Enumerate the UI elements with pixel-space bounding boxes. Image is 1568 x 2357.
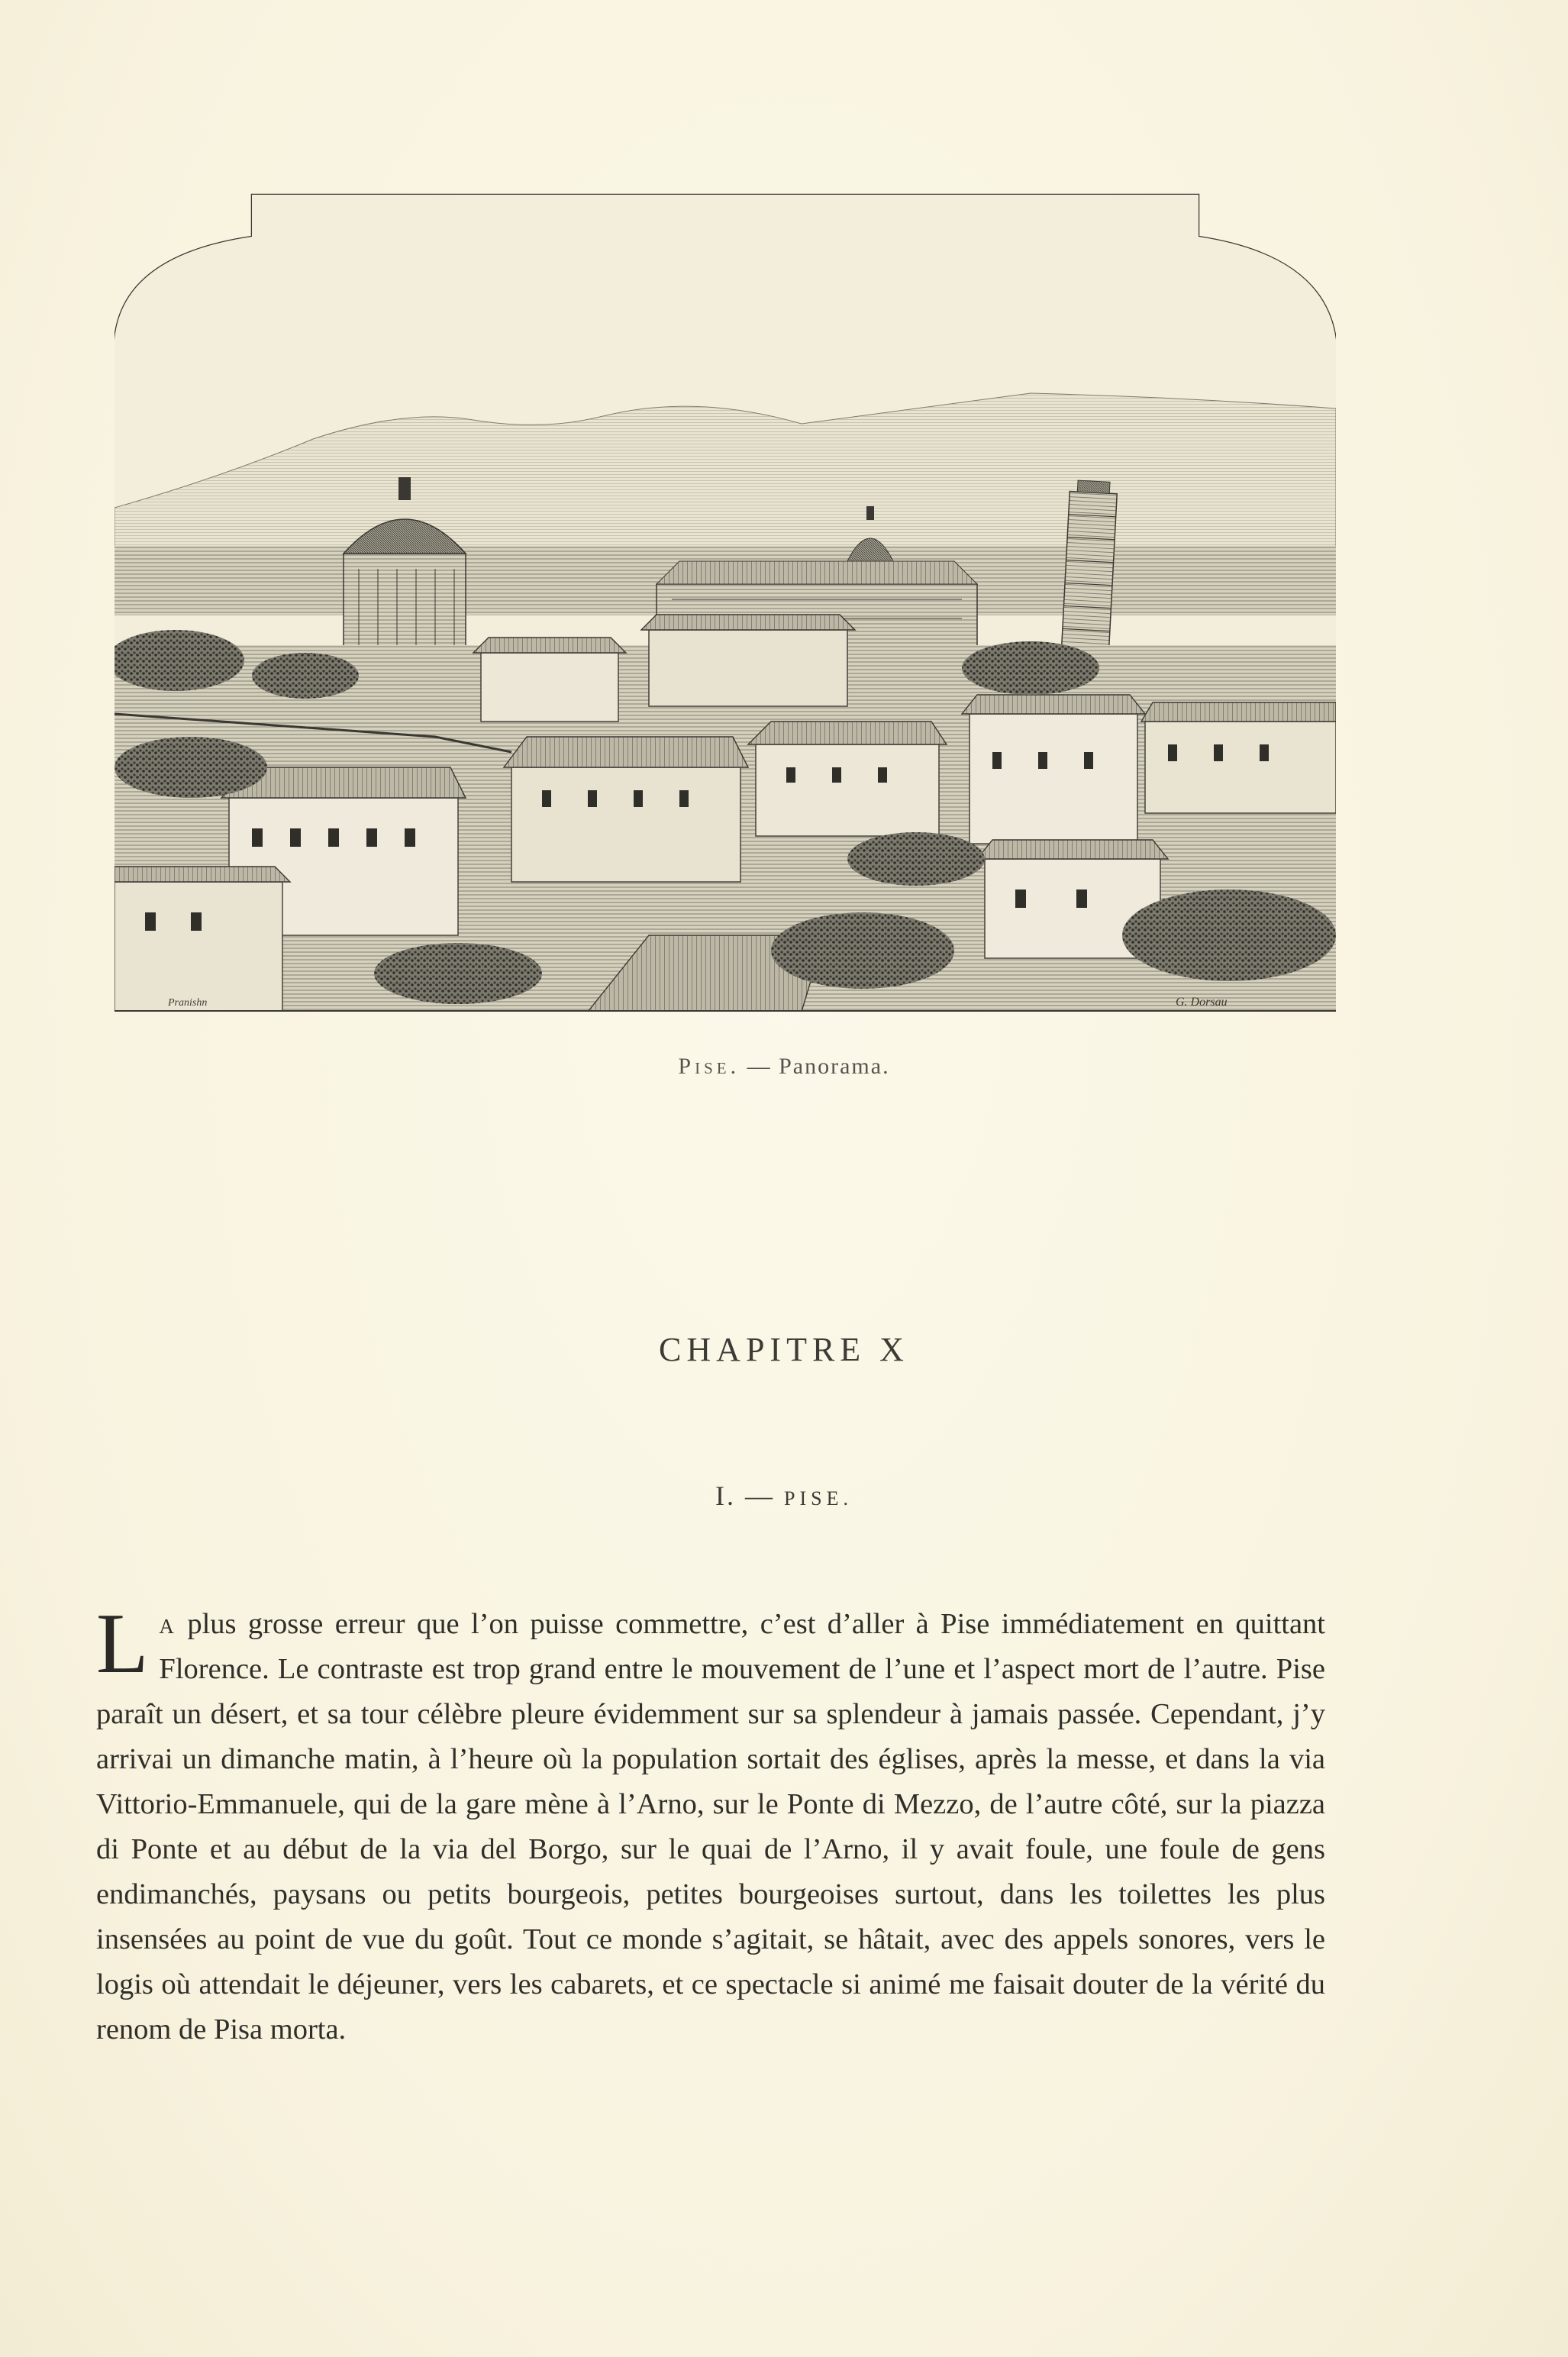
caption-title: Panorama.: [779, 1054, 890, 1079]
section-title: PISE.: [784, 1487, 853, 1509]
engraver-signature-right: G. Dorsau: [1176, 996, 1228, 1009]
caption-place: Pise.: [678, 1054, 740, 1079]
section-number: I.: [715, 1480, 737, 1511]
section-heading: [0, 1480, 1568, 1512]
panorama-engraving: [115, 187, 1336, 1012]
leaning-tower: [1061, 480, 1118, 662]
section-dash: —: [736, 1480, 785, 1511]
first-word-rest: a: [159, 1608, 176, 1640]
drop-cap: L: [96, 1597, 149, 1691]
paragraph-text: plus grosse erreur que l’on puisse commettre, c’est d’aller à Pise immédiatement en quittant Florence. Le contraste est trop grand entre le mouvement de l’une et l’aspect mort de l’autre. Pise paraît un désert, et sa tour célèbre pleure évidemment sur sa splendeur à jamais passée. Cependant, j’y arrivai un dimanche matin, à l’heure où la population sortait des églises, après la messe, et dans la via Vittorio-Emmanuele, qui de la gare mène à l’Arno, sur le Ponte di Mezzo, de l’autre côté, sur la piazza di Ponte et au début de la via del Borgo, sur le quai de l’Arno, il y avait foule, une foule de gens endimanchés, paysans ou petits bourgeois, petites bourgeoises surtout, dans les toilettes les plus insensées au point de vue du goût. Tout ce monde s’agitait, se hâtait, avec des appels sonores, vers le logis où attendait le déjeuner, vers les cabarets, et ce spectacle si animé me faisait douter de la vérité du renom de Pisa morta.: [96, 1608, 1325, 2045]
figure-caption: [0, 1054, 1568, 1080]
engraving-illustration: [115, 187, 1336, 1012]
chapter-heading: CHAPITRE X: [659, 1331, 909, 1368]
engraver-signature-left: Pranishn: [168, 997, 208, 1009]
caption-dash: —: [740, 1054, 779, 1079]
body-paragraph: [96, 1597, 1325, 2052]
